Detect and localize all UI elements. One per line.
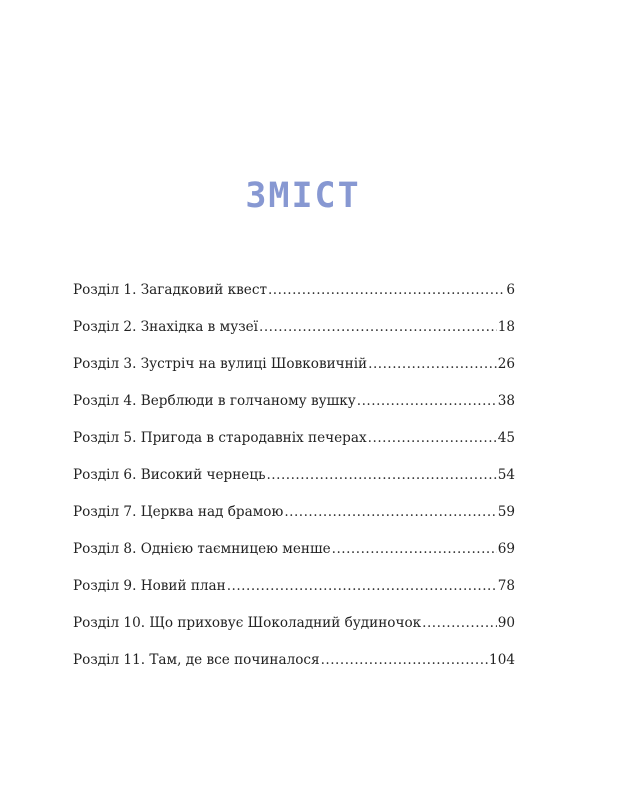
toc-entry-page: 38 xyxy=(497,393,515,409)
dot-leader xyxy=(259,319,497,335)
toc-entry-4 xyxy=(73,393,515,430)
toc-entry-2 xyxy=(73,319,515,356)
dot-leader xyxy=(227,578,497,594)
toc-entry-11 xyxy=(73,652,515,689)
toc-entry-page: 69 xyxy=(497,541,515,557)
toc-entry-page: 104 xyxy=(489,652,515,668)
dot-leader xyxy=(357,393,497,409)
toc-entry-10 xyxy=(73,615,515,652)
toc-entry-1 xyxy=(73,282,515,319)
dot-leader xyxy=(368,356,497,372)
toc-entry-label: Розділ 9. Новий план xyxy=(73,578,226,594)
dot-leader xyxy=(266,467,496,483)
toc-entry-page: 26 xyxy=(497,356,515,372)
dot-leader xyxy=(284,504,496,520)
toc-entry-page: 59 xyxy=(497,504,515,520)
dot-leader xyxy=(268,282,505,298)
toc-entry-page: 18 xyxy=(497,319,515,335)
toc-entry-8 xyxy=(73,541,515,578)
toc-entry-5 xyxy=(73,430,515,467)
toc-entry-6 xyxy=(73,467,515,504)
toc-entry-label: Розділ 6. Високий чернець xyxy=(73,467,266,483)
toc-entry-page: 90 xyxy=(497,615,515,631)
toc-entry-label: Розділ 4. Верблюди в голчаному вушку xyxy=(73,393,356,409)
toc-entry-label: Розділ 10. Що приховує Шоколадний будиночок xyxy=(73,615,422,631)
dot-leader xyxy=(368,430,497,446)
toc-entry-page: 6 xyxy=(506,282,515,298)
toc-entry-9 xyxy=(73,578,515,615)
toc-entry-page: 78 xyxy=(497,578,515,594)
table-of-contents xyxy=(73,282,515,689)
toc-entry-page: 45 xyxy=(497,430,515,446)
toc-entry-label: Розділ 3. Зустріч на вулиці Шовковичній xyxy=(73,356,368,372)
toc-entry-3 xyxy=(73,356,515,393)
toc-entry-7 xyxy=(73,504,515,541)
dot-leader xyxy=(422,615,497,631)
page-title: ЗМІСТ xyxy=(245,176,361,216)
dot-leader xyxy=(332,541,497,557)
toc-entry-label: Розділ 5. Пригода в стародавніх печерах xyxy=(73,430,367,446)
toc-entry-label: Розділ 1. Загадковий квест xyxy=(73,282,267,298)
toc-entry-label: Розділ 11. Там, де все починалося xyxy=(73,652,320,668)
toc-entry-label: Розділ 2. Знахідка в музеї xyxy=(73,319,259,335)
toc-entry-label: Розділ 7. Церква над брамою xyxy=(73,504,284,520)
toc-entry-label: Розділ 8. Однією таємницею менше xyxy=(73,541,331,557)
toc-entry-page: 54 xyxy=(497,467,515,483)
dot-leader xyxy=(321,652,488,668)
